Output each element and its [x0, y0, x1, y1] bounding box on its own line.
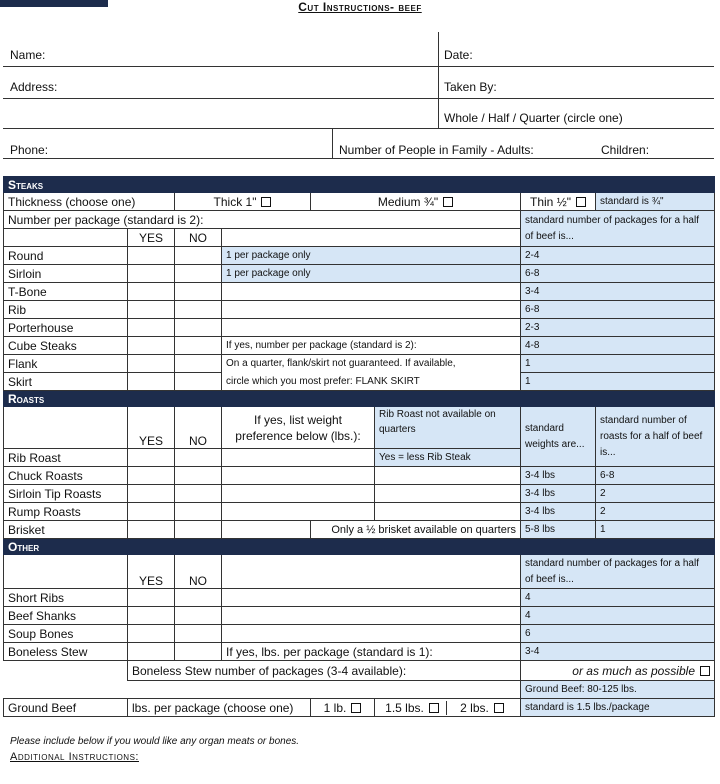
roast-row-chuck — [4, 467, 715, 485]
stew-packages-label: Boneless Stew number of packages (3-4 available): — [128, 661, 521, 681]
no-cell[interactable] — [175, 355, 222, 373]
other-note[interactable] — [222, 625, 521, 643]
other-pkg-note: standard number of packages for a half of beef is... — [521, 555, 715, 589]
steak-name: Round — [4, 247, 128, 265]
other-heading: Other — [4, 539, 715, 555]
checkbox-1-5lbs[interactable] — [429, 703, 439, 713]
steak-std: 2-4 — [521, 247, 715, 265]
roast-name: Brisket — [4, 521, 128, 539]
roast-weight: 5-8 lbs — [521, 521, 596, 539]
yes-cell[interactable] — [128, 301, 175, 319]
family-adults-label: Number of People in Family - Adults: — [339, 143, 534, 157]
option-1-5lbs[interactable]: 1.5 lbs. — [378, 701, 447, 715]
other-col-header — [4, 555, 715, 589]
ground-beef-label: Ground Beef — [4, 699, 128, 717]
steak-row-porterhouse — [4, 319, 715, 337]
other-row-soup-bones — [4, 625, 715, 643]
ground-range: Ground Beef: 80-125 lbs. — [521, 681, 715, 699]
steak-row-skirt — [4, 373, 715, 391]
steaks-header — [4, 177, 715, 193]
blank-cell — [375, 503, 521, 521]
weight-cell[interactable] — [222, 449, 375, 467]
other-std: 3-4 — [521, 643, 715, 661]
weight-cell[interactable] — [222, 485, 375, 503]
roasts-heading: Roasts — [4, 391, 715, 407]
weight-cell[interactable] — [222, 467, 375, 485]
rib-roast-note-2: Yes = less Rib Steak — [375, 449, 521, 467]
steak-note[interactable] — [222, 283, 521, 301]
per-package-row — [4, 211, 715, 229]
other-header — [4, 539, 715, 555]
std-count-header: standard number of roasts for a half of beef is... — [596, 407, 715, 467]
other-row-short-ribs — [4, 589, 715, 607]
steak-name: Flank — [4, 355, 128, 373]
roast-count: 1 — [596, 521, 715, 539]
roasts-header — [4, 391, 715, 407]
steak-std: 1 — [521, 373, 715, 391]
roast-count: 2 — [596, 485, 715, 503]
std-weights-header: standard weights are... — [521, 407, 596, 467]
steaks-no-header: NO — [175, 229, 222, 247]
portion-options[interactable]: Whole / Half / Quarter (circle one) — [444, 111, 623, 125]
no-cell[interactable] — [175, 283, 222, 301]
checkbox-2lbs[interactable] — [494, 703, 504, 713]
footnote: Please include below if you would like any organ meats or bones. — [10, 736, 300, 747]
other-name: Soup Bones — [4, 625, 128, 643]
other-note[interactable] — [222, 589, 521, 607]
roast-weight: 3-4 lbs — [521, 503, 596, 521]
steak-note[interactable]: circle which you most prefer: FLANK SKIRT — [222, 373, 521, 391]
name-label: Name: — [10, 48, 46, 62]
thin-checkbox[interactable] — [576, 197, 586, 207]
yes-cell[interactable] — [128, 467, 175, 485]
no-cell[interactable] — [175, 625, 222, 643]
weight-cell[interactable] — [222, 521, 311, 539]
weight-pref-header: If yes, list weight preference below (lbs.): — [222, 407, 375, 449]
name-line[interactable] — [3, 66, 714, 67]
steak-row-rib — [4, 301, 715, 319]
phone-line[interactable] — [3, 158, 714, 159]
stew-packages-row — [4, 661, 715, 681]
steak-std: 2-3 — [521, 319, 715, 337]
other-std: 6 — [521, 625, 715, 643]
per-package-label: Number per package (standard is 2): — [4, 211, 521, 229]
thick-option[interactable]: Thick 1" — [175, 193, 311, 211]
other-row-beef-shanks — [4, 607, 715, 625]
steak-row-round — [4, 247, 715, 265]
yes-cell[interactable] — [128, 337, 175, 355]
family-children-label: Children: — [601, 143, 650, 157]
rib-roast-note: Rib Roast not available on quarters — [375, 407, 521, 449]
roasts-no-header: NO — [175, 407, 222, 449]
other-yes-header: YES — [128, 555, 175, 589]
steak-note: 1 per package only — [222, 265, 521, 283]
checkbox-1lb[interactable] — [351, 703, 361, 713]
roast-name: Chuck Roasts — [4, 467, 128, 485]
steak-row-flank — [4, 355, 715, 373]
steak-std: 4-8 — [521, 337, 715, 355]
thickness-standard: standard is ¾" — [596, 193, 715, 211]
yes-cell[interactable] — [128, 265, 175, 283]
steak-std: 1 — [521, 355, 715, 373]
steak-note: If yes, number per package (standard is 2): — [222, 337, 521, 355]
no-cell[interactable] — [175, 485, 222, 503]
steak-std: 6-8 — [521, 265, 715, 283]
other-name: Short Ribs — [4, 589, 128, 607]
other-note: If yes, lbs. per package (standard is 1): — [222, 643, 521, 661]
steak-name: Rib — [4, 301, 128, 319]
steak-name: Skirt — [4, 373, 128, 391]
address-line-2[interactable] — [3, 128, 714, 129]
medium-checkbox[interactable] — [443, 197, 453, 207]
steak-row-sirloin — [4, 265, 715, 283]
yes-cell[interactable] — [128, 643, 175, 661]
steak-std: 6-8 — [521, 301, 715, 319]
roast-name: Sirloin Tip Roasts — [4, 485, 128, 503]
address-line[interactable] — [3, 98, 714, 99]
steaks-yes-header: YES — [128, 229, 175, 247]
ground-range-row — [4, 681, 715, 699]
roast-name: Rump Roasts — [4, 503, 128, 521]
option-2lbs[interactable]: 2 lbs. — [447, 701, 517, 715]
no-cell[interactable] — [175, 247, 222, 265]
other-note[interactable] — [222, 607, 521, 625]
steak-note[interactable] — [222, 319, 521, 337]
other-name: Boneless Stew — [4, 643, 128, 661]
steak-name: Cube Steaks — [4, 337, 128, 355]
no-cell[interactable] — [175, 607, 222, 625]
no-cell[interactable] — [175, 589, 222, 607]
roasts-yes-header: YES — [128, 407, 175, 449]
other-std: 4 — [521, 589, 715, 607]
no-cell[interactable] — [175, 373, 222, 391]
roast-row-rump — [4, 503, 715, 521]
no-cell[interactable] — [175, 521, 222, 539]
no-cell[interactable] — [175, 265, 222, 283]
cut-table — [3, 176, 715, 717]
steak-name: Sirloin — [4, 265, 128, 283]
brisket-note: Only a ½ brisket available on quarters — [311, 521, 521, 539]
lbs-per-package-label: lbs. per package (choose one) — [128, 699, 311, 717]
steak-note: On a quarter, flank/skirt not guaranteed. If available, — [222, 355, 521, 373]
page-title: Cut Instructions- beef — [298, 0, 422, 14]
phone-divider — [332, 128, 333, 158]
roast-row-sirloin-tip — [4, 485, 715, 503]
yes-cell[interactable] — [128, 319, 175, 337]
roast-name: Rib Roast — [4, 449, 128, 467]
no-cell[interactable] — [175, 449, 222, 467]
other-row-boneless-stew — [4, 643, 715, 661]
yes-cell[interactable] — [128, 521, 175, 539]
yes-cell[interactable] — [128, 607, 175, 625]
thin-option[interactable]: Thin ½" — [521, 193, 596, 211]
yes-cell[interactable] — [128, 247, 175, 265]
steak-note: 1 per package only — [222, 247, 521, 265]
yes-cell[interactable] — [128, 373, 175, 391]
date-label: Date: — [444, 48, 473, 62]
yes-cell[interactable] — [128, 589, 175, 607]
roast-count: 6-8 — [596, 467, 715, 485]
header-divider — [438, 32, 439, 128]
steak-row-tbone — [4, 283, 715, 301]
as-much-option[interactable]: or as much as possible — [521, 661, 715, 681]
yes-cell[interactable] — [128, 355, 175, 373]
taken-by-label: Taken By: — [444, 80, 497, 94]
blank-cell — [375, 485, 521, 503]
yes-cell[interactable] — [128, 283, 175, 301]
phone-label: Phone: — [10, 143, 49, 157]
other-no-header: NO — [175, 555, 222, 589]
yes-cell[interactable] — [128, 625, 175, 643]
steak-name: T-Bone — [4, 283, 128, 301]
no-cell[interactable] — [175, 503, 222, 521]
other-name: Beef Shanks — [4, 607, 128, 625]
additional-instructions-label: Additional Instructions: — [10, 751, 139, 763]
ground-beef-row — [4, 699, 715, 717]
steak-std: 3-4 — [521, 283, 715, 301]
no-cell[interactable] — [175, 319, 222, 337]
roasts-col-header — [4, 407, 715, 449]
other-std: 4 — [521, 607, 715, 625]
yes-cell[interactable] — [128, 485, 175, 503]
steaks-pkg-note: standard number of packages for a half of beef is... — [521, 211, 715, 247]
steak-row-cube — [4, 337, 715, 355]
thickness-row — [4, 193, 715, 211]
roast-row-brisket — [4, 521, 715, 539]
no-cell[interactable] — [175, 337, 222, 355]
address-label: Address: — [10, 80, 58, 94]
yes-cell[interactable] — [128, 503, 175, 521]
steak-note[interactable] — [222, 301, 521, 319]
no-cell[interactable] — [175, 301, 222, 319]
ground-standard: standard is 1.5 lbs./package — [521, 699, 715, 717]
thick-checkbox[interactable] — [261, 197, 271, 207]
steak-name: Porterhouse — [4, 319, 128, 337]
roast-weight: 3-4 lbs — [521, 485, 596, 503]
option-1lb[interactable]: 1 lb. — [311, 699, 375, 717]
no-cell[interactable] — [175, 643, 222, 661]
no-cell[interactable] — [175, 467, 222, 485]
medium-option[interactable]: Medium ¾" — [311, 193, 521, 211]
as-much-checkbox[interactable] — [700, 666, 710, 676]
yes-cell[interactable] — [128, 449, 175, 467]
roast-weight: 3-4 lbs — [521, 467, 596, 485]
thickness-label: Thickness (choose one) — [4, 193, 175, 211]
weight-cell[interactable] — [222, 503, 375, 521]
roast-count: 2 — [596, 503, 715, 521]
steaks-heading: Steaks — [4, 177, 715, 193]
blank-cell — [375, 467, 521, 485]
